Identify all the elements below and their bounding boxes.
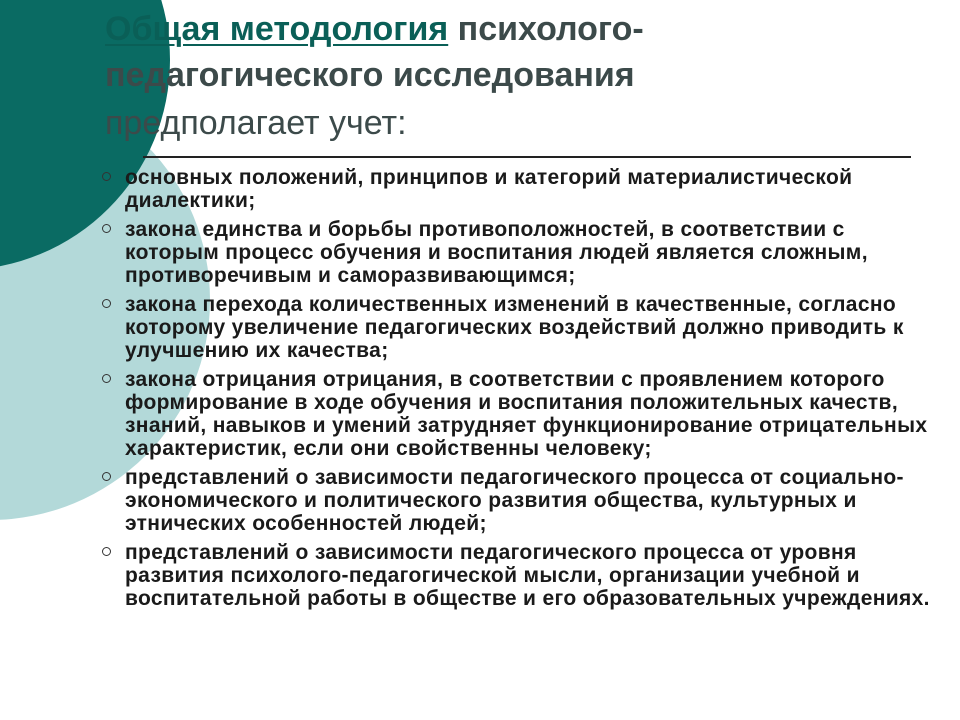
circle-bullet-icon bbox=[102, 172, 111, 181]
bullet-text: представлений о зависимости педагогического процесса от социально-экономического и политического развития общества, культурных и этнических особенностей людей; bbox=[125, 466, 904, 535]
bullet-text: закона отрицания отрицания, в соответствии с проявлением которого формирование в ходе обучения и воспитания положительных качеств, знаний, навыков и умений затрудняет функционирование отрицательных характеристик, если они свойственны человеку; bbox=[125, 368, 928, 460]
title-link[interactable]: Общая методология bbox=[105, 10, 449, 48]
title-line-1-rest: психолого- bbox=[448, 10, 644, 48]
list-item bbox=[100, 218, 940, 287]
slide-title bbox=[105, 6, 925, 148]
bullet-text: закона единства и борьбы противоположностей, в соответствии с которым процесс обучения и воспитания людей является сложным, противоречивым и саморазвивающимся; bbox=[125, 218, 868, 287]
circle-bullet-icon bbox=[102, 547, 111, 556]
circle-bullet-icon bbox=[102, 224, 111, 233]
bullet-list bbox=[100, 166, 940, 616]
title-line-1 bbox=[105, 6, 925, 52]
title-divider bbox=[143, 156, 911, 158]
bullet-text: закона перехода количественных изменений в качественные, согласно которому увеличение педагогических воздействий должно приводить к улучшению их качества; bbox=[125, 293, 904, 362]
list-item bbox=[100, 541, 940, 610]
list-item bbox=[100, 166, 940, 212]
circle-bullet-icon bbox=[102, 374, 111, 383]
list-item bbox=[100, 466, 940, 535]
circle-bullet-icon bbox=[102, 299, 111, 308]
bullet-text: основных положений, принципов и категорий материалистической диалектики; bbox=[125, 166, 853, 212]
bullet-text: представлений о зависимости педагогического процесса от уровня развития психолого-педагогической мысли, организации учебной и воспитательной работы в обществе и его образовательных учреждениях. bbox=[125, 541, 930, 610]
circle-bullet-icon bbox=[102, 472, 111, 481]
list-item bbox=[100, 368, 940, 460]
list-item bbox=[100, 293, 940, 362]
title-line-2: педагогического исследования bbox=[105, 56, 635, 94]
title-subtitle: предполагает учет: bbox=[105, 104, 407, 142]
